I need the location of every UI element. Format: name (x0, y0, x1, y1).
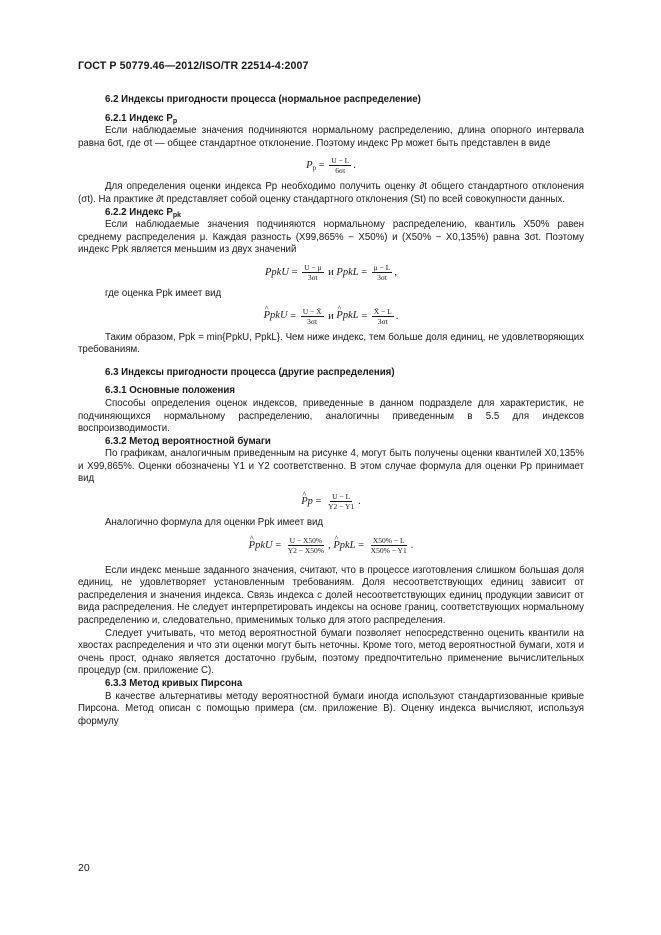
formula-pp-probability: ^ Pp = $\frac{U - L}{Y2 - Y1}$ . (78, 492, 584, 511)
formula-end: . (395, 310, 399, 322)
formula-ppk-probability: ^ PpkU = $\frac{U - X50\%}{Y2 - X50\%}$ , ^ PpkL = $\frac{X50\% - L}{X50\% - Y1}$ . (78, 536, 584, 555)
paragraph: Если наблюдаемые значения подчиняются нормальному распределению, квантиль X50% равен среднему распределения μ. Каждая разность (X99,865% − X50%) и (X50% − X0,135%) равна 3σt. Поэтому индекс Ppk является меньшим из двух значений (78, 219, 584, 256)
formula-numerator: U − μ (304, 262, 322, 272)
formula-lhs: ^ PpkU (264, 310, 288, 323)
formula-end: . (410, 539, 414, 551)
formula-lhs: PpkL (336, 266, 359, 278)
formula-fraction (369, 536, 409, 555)
paragraph: Следует учитывать, что метод вероятностной бумаги позволяет непосредственно оценить квантили на хвостах распределения и что эти оценки могут быть неточны. Кроме того, метод вероятностной бумаги, хотя и очень прост, однако является достаточно грубым, поэтому предпочтительно применение вычислительных процедур (см. приложение С). (78, 627, 584, 677)
paragraph: Аналогично формула для оценки Ppk имеет вид (105, 517, 324, 529)
paragraph: Если наблюдаемые значения подчиняются нормальному распределению, длина опорного интервала равна 6σt, где σt — общее стандартное отклонение. Поэтому индекс Pp может быть представлен в виде (78, 125, 584, 149)
formula-denominator: Y2 − X50% (287, 545, 325, 555)
formula-numerator: X50% − L (372, 535, 405, 545)
section-6-3-2-title: 6.3.2 Метод вероятностной бумаги (105, 435, 271, 447)
formula-fraction (329, 156, 351, 175)
section-6-3-3-title: 6.3.3 Метод кривых Пирсона (105, 678, 243, 689)
formula-and: и (328, 266, 334, 278)
formula-fraction (286, 536, 326, 555)
formula-eq: = (318, 160, 325, 172)
paragraph: В качестве альтернативы методу вероятностной бумаги иногда используют стандартизованные кривые Пирсона. Метод описан с помощью примера (см. приложение В). Оценку индекса вычисляют, используя формулу (78, 690, 584, 727)
page-number: 20 (78, 862, 90, 874)
formula-numerator: U − L (332, 492, 351, 502)
formula-ppk-estimate: ^ PpkU = $\frac{U - X̄}{3\sigma t}$ и ^ PpkL = $\frac{X̄ - L}{3\sigma t}$ . (78, 307, 584, 326)
section-6-2-2-title-text: 6.2.2 Индекс P (105, 206, 173, 218)
formula-numerator: U − L (331, 156, 350, 166)
formula-fraction (372, 263, 393, 282)
section-6-3-1-title: 6.3.1 Основные положения (105, 385, 236, 397)
formula-fraction (301, 307, 324, 326)
section-6-3-title: 6.3 Индексы пригодности процесса (другие распределения) (105, 366, 395, 378)
formula-end: , (394, 266, 397, 278)
formula-lhs: ^ PpkU (249, 540, 273, 553)
formula-denominator: 3σt (377, 272, 387, 282)
section-6-2-1-title-sub: p (172, 117, 178, 125)
formula-denominator: 3σt (307, 272, 318, 282)
section-6-2-title: 6.2 Индексы пригодности процесса (нормальное распределение) (105, 94, 421, 105)
paragraph: Таким образом, Ppk = min{PpkU, PpkL}. Чем ниже индекс, тем больше доля единиц, не удовлетворяющих требованиям. (78, 331, 584, 356)
formula-numerator: X̄ − L (373, 306, 392, 316)
formula-lhs-sub: p (312, 164, 317, 173)
formula-numerator: U − X50% (289, 535, 323, 545)
formula-lhs: ^ PpkL (336, 310, 358, 323)
paragraph: Если индекс меньше заданного значения, считают, что в процессе изготовления слишком большая доля единиц, не удовлетворяет установленным требованиям. Доля несоответствующих единиц зависит от распределения и значения индекса. Связь индекса с долей несоответствующих единиц продукции зависит от вида распределения. Не следует интерпретировать индексы на основе границ, соответствующих нормальному распределению и, следовательно, применимых только для этого распределения. (78, 564, 584, 627)
formula-numerator: U − X̄ (302, 306, 322, 316)
section-6-2-2-title-sub: pk (172, 211, 182, 219)
formula-lhs: PpkU (265, 266, 289, 278)
document-header: ГОСТ Р 50779.46—2012/ISO/TR 22514-4:2007 (78, 60, 309, 72)
formula-lhs: P (306, 160, 313, 172)
section-6-2-1-title (78, 113, 584, 126)
formula-denominator: 6σt (335, 166, 346, 176)
paragraph: где оценка Ppk имеет вид (105, 287, 222, 299)
formula-lhs: ^ Pp (301, 496, 313, 509)
paragraph: Для определения оценки индекса Pp необходимо получить оценку ∂t общего стандартного отклонения (σt). На практике ∂t представляет собой оценку стандартного отклонения (St) по всей совокупности данных. (78, 181, 584, 205)
section-6-2-1-title-text: 6.2.1 Индекс P (105, 112, 173, 124)
formula-ppk-u-l: PpkU = $\frac{U - \mu}{3\sigma t}$ и PpkL = $\frac{\mu - L}{3\sigma t}$ , (265, 262, 397, 282)
paragraph: Способы определения оценок индексов, приведенные в данном подразделе для характеристик, не подчиняющихся нормальному распределению, аналогичны приведенным в 5.5 для индексов воспроизводимости. (78, 397, 584, 435)
formula-denominator: X50% − Y1 (370, 545, 407, 555)
formula-end: . (353, 160, 356, 172)
formula-denominator: Y2 − Y1 (328, 502, 355, 512)
formula-fraction (326, 492, 356, 511)
section-6-2-2-title (78, 207, 584, 220)
paragraph: По графикам, аналогичным приведенным на рисунке 4, могут быть получены оценки квантилей X0,135% и X99,865%. Оценки обозначены Y1 и Y2 соответственно. В этом случае формула для оценки Pp принимает вид (78, 448, 584, 485)
formula-pp (78, 156, 584, 175)
formula-fraction (302, 263, 323, 282)
formula-and: и (328, 310, 334, 322)
formula-lhs: ^ PpkL (333, 540, 355, 553)
formula-numerator: μ − L (373, 262, 391, 272)
formula-denominator: 3σt (307, 316, 318, 326)
formula-fraction (372, 307, 394, 326)
formula-end: . (358, 495, 361, 507)
page-content (78, 94, 584, 728)
formula-denominator: 3σt (377, 316, 388, 326)
